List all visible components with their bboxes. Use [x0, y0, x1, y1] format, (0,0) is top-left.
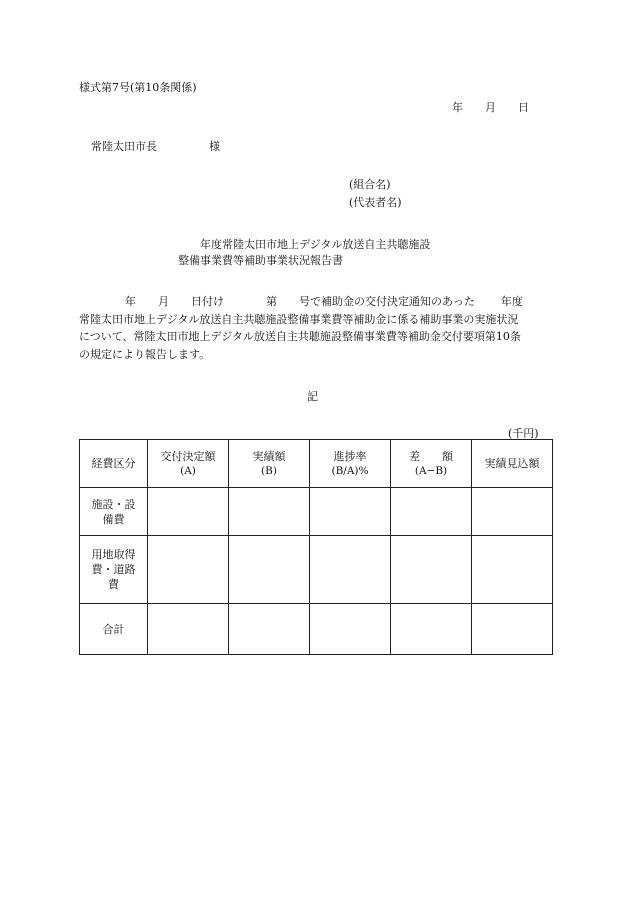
- table-cell[interactable]: [310, 536, 391, 604]
- body-fiscal: 年度: [500, 295, 523, 308]
- date-line: [452, 99, 529, 115]
- form-number: 様式第7号(第10条関係): [79, 81, 197, 94]
- header-progress: [310, 440, 391, 488]
- addressee-name: 常陸太田市長: [91, 140, 157, 153]
- header-actual: [229, 440, 310, 488]
- header-decision-amount-sub: (A): [180, 464, 196, 477]
- header-progress-label: 進捗率: [333, 449, 367, 463]
- table-cell[interactable]: [229, 488, 310, 536]
- row-label: 施設・設備費: [80, 488, 148, 536]
- table-cell[interactable]: [391, 604, 472, 655]
- body-text: [79, 293, 559, 363]
- table-cell[interactable]: [310, 604, 391, 655]
- header-decision-amount: [148, 440, 229, 488]
- header-diff-sub: (A−B): [414, 464, 448, 477]
- table-cell[interactable]: [310, 488, 391, 536]
- header-diff-label: 差 額: [409, 449, 453, 463]
- table-row: [80, 536, 553, 604]
- table-header-row: [80, 440, 553, 488]
- date-day: 日: [518, 101, 529, 114]
- body-dated: 日付け: [191, 295, 224, 308]
- row-label: 用地取得費・道路費: [80, 536, 148, 604]
- unit-label: (千円): [508, 427, 539, 440]
- table-cell[interactable]: [148, 488, 229, 536]
- header-actual-label: 実績額: [252, 449, 286, 463]
- table-row: [80, 604, 553, 655]
- body-line-2: 常陸太田市地上デジタル放送自主共聴施設整備事業費等補助金に係る補助事業の実施状況: [79, 312, 519, 326]
- document-title-line-1: 年度常陸太田市地上デジタル放送自主共聴施設: [200, 238, 431, 251]
- table-row: [80, 488, 553, 536]
- representative-name: (代表者名): [349, 196, 402, 209]
- body-year: 年: [125, 295, 136, 308]
- header-forecast: 実績見込額: [472, 440, 553, 488]
- table-cell[interactable]: [148, 604, 229, 655]
- date-month: 月: [485, 101, 496, 114]
- addressee-honorific: 様: [209, 140, 220, 153]
- header-diff: [391, 440, 472, 488]
- body-main: 号で補助金の交付決定通知のあった: [299, 295, 475, 308]
- body-line-4: の規定により報告します。: [79, 347, 211, 361]
- date-year: 年: [452, 101, 463, 114]
- header-category: 経費区分: [80, 440, 148, 488]
- table-cell[interactable]: [472, 536, 553, 604]
- header-decision-amount-label: 交付決定額: [160, 449, 216, 463]
- row-label: 合計: [80, 604, 148, 655]
- table-cell[interactable]: [148, 536, 229, 604]
- body-no: 第: [266, 295, 277, 308]
- body-line-3: について、常陸太田市地上デジタル放送自主共聴施設整備事業費等補助金交付要項第10条: [79, 330, 521, 343]
- table-cell[interactable]: [229, 604, 310, 655]
- body-month: 月: [158, 295, 169, 308]
- ki-label: 記: [307, 390, 318, 403]
- table-cell[interactable]: [391, 536, 472, 604]
- body-line-1: [79, 293, 559, 311]
- document-title-line-2: 整備事業費等補助事業状況報告書: [178, 254, 343, 267]
- table-cell[interactable]: [472, 604, 553, 655]
- addressee: [91, 138, 220, 154]
- header-actual-sub: (B): [261, 464, 277, 477]
- table-cell[interactable]: [391, 488, 472, 536]
- union-name: (組合名): [349, 178, 391, 191]
- table-cell[interactable]: [229, 536, 310, 604]
- report-table: [79, 439, 553, 655]
- header-progress-sub: (B/A)%: [331, 464, 369, 477]
- table-cell[interactable]: [472, 488, 553, 536]
